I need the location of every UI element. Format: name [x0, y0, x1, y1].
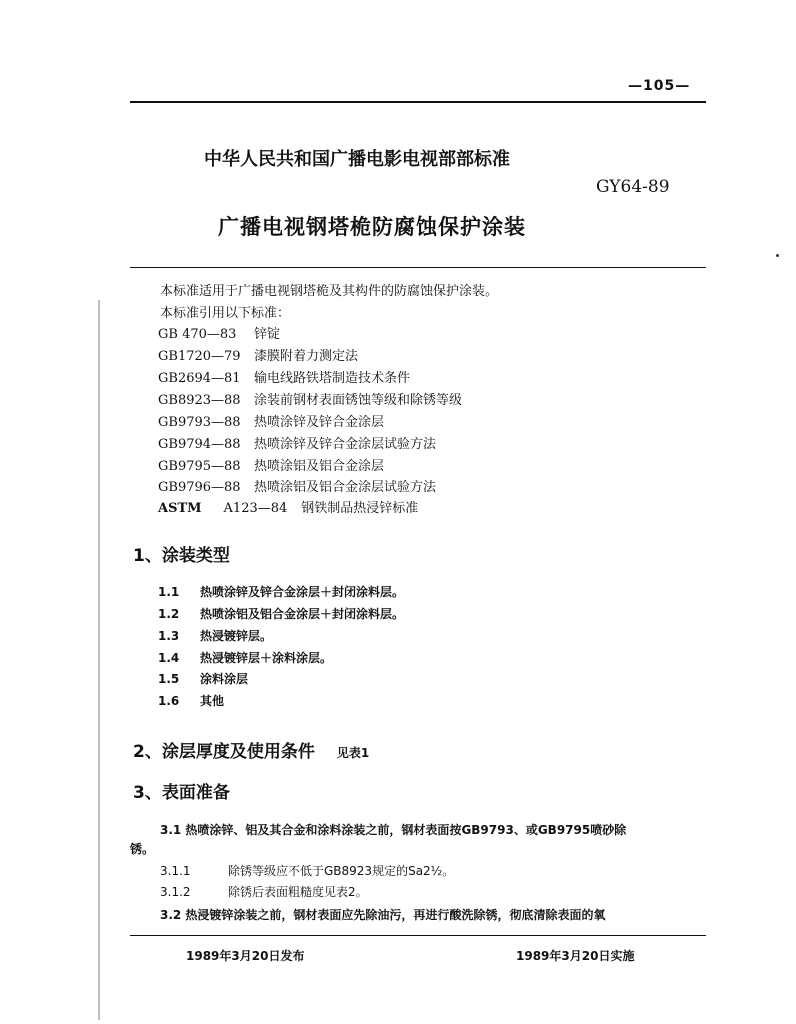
header-rule — [130, 101, 706, 103]
item-number: 1.3 — [158, 629, 180, 643]
item-text: 热喷涂铝及铝合金涂层＋封闭涂料层。 — [200, 607, 405, 621]
reference-code: GB 470—83 — [158, 327, 237, 342]
section-1-item — [158, 583, 404, 600]
reference-title: 涂装前钢材表面锈蚀等级和除锈等级 — [254, 393, 463, 408]
reference-item — [158, 323, 280, 342]
reference-title: 漆膜附着力测定法 — [254, 349, 359, 364]
reference-code: GB9796—88 — [158, 480, 241, 495]
item-number: 1.2 — [158, 607, 180, 621]
paragraph-3-1-2 — [160, 883, 368, 900]
reference-title: 锌锭 — [254, 327, 281, 342]
standard-code: GY64-89 — [596, 177, 670, 197]
reference-code: GB2694—81 — [158, 371, 241, 386]
reference-code: GB9794—88 — [158, 437, 241, 452]
reference-item — [158, 367, 410, 386]
paragraph-3-1: 3.1 热喷涂锌、铝及其合金和涂料涂装之前，钢材表面按GB9793、或GB9795喷砂除 — [160, 823, 627, 837]
astm-code: A123—84 — [223, 501, 288, 516]
reference-code: GB9795—88 — [158, 459, 241, 474]
item-text: 热喷涂锌及锌合金涂层＋封闭涂料层。 — [200, 585, 405, 599]
reference-item — [158, 411, 384, 430]
reference-code: GB8923—88 — [158, 393, 241, 408]
page-number: —105— — [628, 78, 691, 94]
item-text: 热浸镀锌层＋涂料涂层。 — [200, 651, 333, 665]
item-number: 1.4 — [158, 651, 180, 665]
item-text: 其他 — [200, 694, 225, 708]
intro-line-2: 本标准引用以下标准： — [160, 306, 291, 321]
section-1-item — [158, 605, 404, 622]
reference-item — [158, 476, 436, 495]
section-1-item — [158, 627, 272, 644]
title-rule — [130, 267, 706, 268]
item-text: 涂料涂层 — [200, 672, 249, 686]
reference-item — [158, 345, 358, 364]
reference-title: 热喷涂锌及锌合金涂层试验方法 — [254, 437, 437, 452]
section-1-item — [158, 692, 224, 709]
astm-title: 钢铁制品热浸锌标准 — [301, 501, 419, 516]
reference-item — [158, 455, 384, 474]
reference-item — [158, 433, 436, 452]
reference-code: GB9793—88 — [158, 415, 241, 430]
astm-org: ASTM — [158, 501, 202, 516]
org-line: 中华人民共和国广播电影电视部部标准 — [204, 149, 510, 170]
paragraph-3-2: 3.2 热浸镀锌涂装之前，钢材表面应先除油污，再进行酸洗除锈，彻底清除表面的氧 — [160, 908, 606, 922]
section-1-heading: 1、涂装类型 — [133, 546, 230, 566]
paragraph-3-1-cont: 锈。 — [130, 842, 155, 856]
document-title: 广播电视钢塔桅防腐蚀保护涂装 — [218, 215, 526, 239]
section-1-item — [158, 649, 332, 666]
section-2-note: 见表1 — [336, 746, 370, 760]
reference-code: GB1720—79 — [158, 349, 241, 364]
reference-title: 热喷涂铝及铝合金涂层试验方法 — [254, 480, 437, 495]
item-number: 1.1 — [158, 585, 180, 599]
section-3-heading: 3、表面准备 — [133, 783, 230, 803]
issue-date: 1989年3月20日发布 — [186, 949, 305, 963]
paragraph-text: 除锈等级应不低于GB8923规定的Sa2½。 — [228, 864, 455, 878]
reference-title: 热喷涂铝及铝合金涂层 — [254, 459, 385, 474]
intro-line-1: 本标准适用于广播电视钢塔桅及其构件的防腐蚀保护涂装。 — [160, 284, 499, 299]
reference-title: 热喷涂锌及锌合金涂层 — [254, 415, 385, 430]
item-text: 热浸镀锌层。 — [200, 629, 273, 643]
paragraph-number: 3.1.2 — [160, 885, 191, 899]
paragraph-text: 除锈后表面粗糙度见表2。 — [228, 885, 368, 899]
reference-item — [158, 389, 462, 408]
section-1-item — [158, 670, 248, 687]
item-number: 1.6 — [158, 694, 180, 708]
section-2-title: 2、涂层厚度及使用条件 — [133, 742, 315, 762]
scan-speck — [776, 254, 779, 257]
item-number: 1.5 — [158, 672, 180, 686]
reference-title: 输电线路铁塔制造技术条件 — [254, 371, 411, 386]
scan-edge-mark — [98, 300, 100, 1020]
astm-reference — [158, 497, 418, 516]
section-2-heading — [133, 737, 369, 762]
effective-date: 1989年3月20日实施 — [516, 949, 635, 963]
paragraph-number: 3.1.1 — [160, 864, 191, 878]
footer-rule — [130, 935, 706, 936]
paragraph-3-1-1 — [160, 862, 454, 879]
